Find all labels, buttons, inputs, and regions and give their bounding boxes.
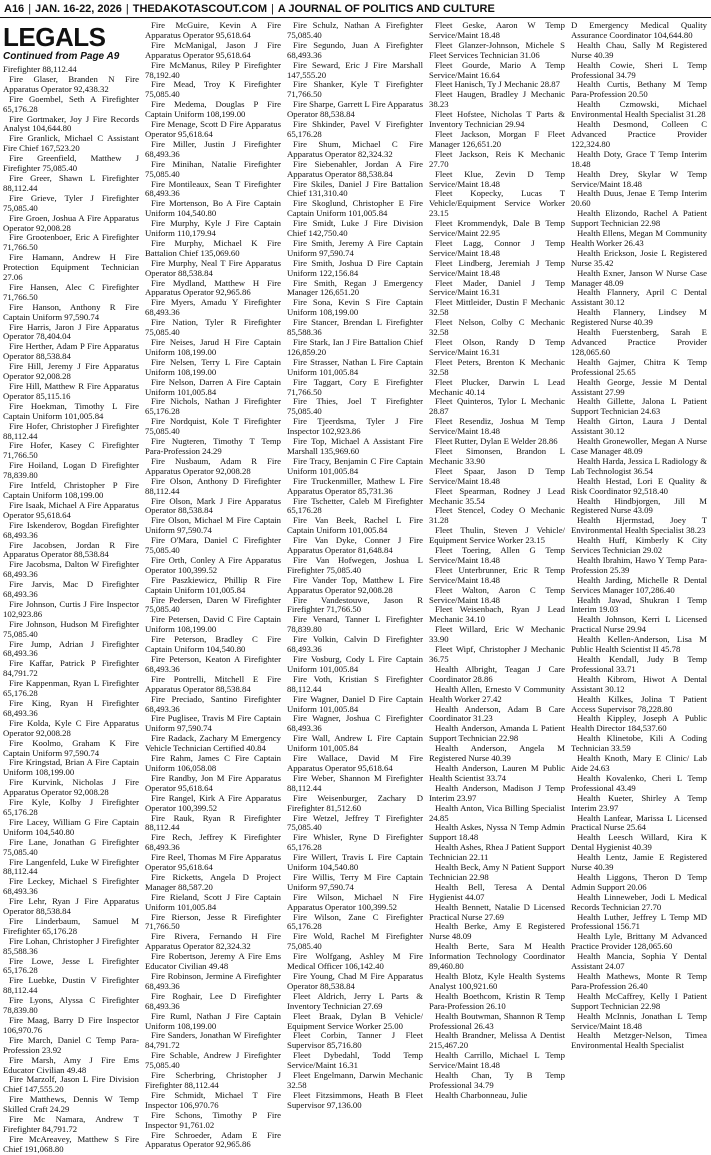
legal-entry: Health Boutwman, Shannon R Temp Professional 26.43: [429, 1010, 565, 1031]
legal-entry: Fire Shum, Michael C Fire Apparatus Operator 82,324.32: [287, 138, 423, 159]
legal-entry: Health Liggons, Theron D Temp Admin Support 20.06: [571, 871, 707, 892]
legal-entry: Fleet Rutter, Dylan E Welder 28.86: [435, 436, 558, 447]
legal-entry: Fire Hoiland, Logan D Firefighter 78,839.80: [3, 460, 139, 481]
legal-entry: Fire Groen, Joshua A Fire Apparatus Operator 92,008.28: [3, 212, 139, 233]
legal-entry: Fire Tjeerdsma, Tyler J Fire Inspector 102,923.86: [287, 416, 423, 437]
legal-entry: Fire Paszkiewicz, Phillip R Fire Captain Uniform 101,005.84: [145, 574, 281, 595]
legal-entry: Fleet Hofstee, Nicholas T Parts & Inventory Technician 29.94: [429, 109, 565, 130]
legal-entry: Health Curtis, Bethany M Temp Para-Profession 20.50: [571, 79, 707, 100]
legal-entry: Fleet Plucker, Darwin L Lead Mechanic 40.14: [429, 376, 565, 397]
legal-entry: Fleet Weisenbach, Ryan J Lead Mechanic 34.10: [429, 604, 565, 625]
legal-entry: Fleet Hanisch, Ty J Mechanic 28.87: [435, 79, 560, 90]
legal-entry: Fleet Glanzer-Johnson, Michele S Fleet Services Technician 31.06: [429, 39, 565, 60]
legal-entry: Fire Tschetter, Caleb M Firefighter 65,176.28: [287, 495, 423, 516]
legal-entry: Fire Robinson, Jermine A Firefighter 68,493.36: [145, 971, 281, 991]
legal-entry: Health Flannery, Lindsey M Registered Nurse 40.39: [571, 307, 707, 328]
legal-entry: Fire Hill, Jeremy J Fire Apparatus Operator 92,008.28: [3, 361, 139, 382]
legal-entry: Fire Stark, Ian J Fire Battalion Chief 126,859.20: [287, 337, 423, 357]
legal-entry: Fire Shanker, Kyle T Firefighter 71,766.50: [287, 79, 423, 100]
legal-entry: Fire Mortenson, Bo A Fire Captain Uniform 104,540.80: [145, 198, 281, 219]
legal-entry: Health Anderson, Madison J Temp Interim 23.97: [429, 782, 565, 803]
legal-entry: Fire Nelsen, Terry L Fire Captain Uniform 108,199.00: [145, 356, 281, 377]
legal-entry: Fire Venard, Tanner L Firefighter 78,839.80: [287, 614, 423, 635]
legal-entry: Fire Gortmaker, Joy J Fire Records Analyst 104,644.80: [3, 113, 139, 134]
legal-entry: Fire Jacobsma, Dalton W Firefighter 68,493.36: [3, 559, 139, 580]
legal-entry: Health Czmowski, Michael Environmental Health Specialist 31.28: [571, 99, 707, 120]
legal-entry: Health Elizondo, Rachel A Patient Support Technician 22.98: [571, 208, 707, 229]
legal-entry: Fire Smith, Regan J Emergency Manager 126,651.20: [287, 277, 423, 298]
legal-entry: Fire Scherbring, Christopher J Firefighter 88,112.44: [145, 1070, 281, 1090]
legal-entry: Fire Smith, Joshua D Fire Captain Uniform 122,156.84: [287, 257, 423, 278]
legal-entry: Fire Wolfgang, Ashley M Fire Medical Officer 106,142.40: [287, 951, 423, 972]
page-number: A16: [4, 2, 25, 15]
legal-entry: Health Knoth, Mary E Clinic/ Lab Aide 24.63: [571, 753, 707, 773]
legal-entry: Fire Nichols, Nathan J Firefighter 65,176.28: [145, 396, 281, 417]
legal-entry: Fire Rech, Jeffrey K Firefighter 68,493.36: [145, 832, 281, 853]
legal-entry: Fire Puglisee, Travis M Fire Captain Uniform 97,590.74: [145, 713, 281, 734]
legal-entry: Health Huff, Kimberly K City Services Technician 29.02: [571, 535, 707, 556]
legal-entry: Fleet Resendiz, Joshua M Temp Service/Maint 18.48: [429, 416, 565, 437]
legal-entry: Fleet Jackson, Morgan F Fleet Manager 126,651.20: [429, 128, 565, 149]
legal-entry: Health Berke, Amy E Registered Nurse 48.09: [429, 921, 565, 942]
legal-entry: Fire Strasser, Nathan L Fire Captain Uniform 101,005.84: [287, 356, 423, 377]
legal-entry: Fire Roghair, Lee D Firefighter 68,493.36: [145, 990, 281, 1011]
tagline: A JOURNAL OF POLITICS AND CULTURE: [277, 2, 495, 15]
legal-entry: Fire Smidt, Luke J Fire Division Chief 142,750.40: [287, 218, 423, 239]
legal-entry: Fire Medema, Douglas P Fire Captain Uniform 108,199.00: [145, 99, 281, 120]
legal-entry: Fleet Lagg, Connor J Temp Service/Maint 18.48: [429, 237, 565, 258]
legal-entry: Fleet Fitzsimmons, Heath B Fleet Supervisor 97,136.00: [287, 1089, 423, 1110]
legal-entry: Health Bell, Teresa A Dental Hygienist 44.07: [429, 881, 565, 902]
legal-entry: Fire March, Daniel C Temp Para-Profession 23.92: [3, 1034, 139, 1055]
legal-entry: Fire Rauk, Ryan R Firefighter 88,112.44: [145, 812, 281, 833]
legal-entry: Fire O'Mara, Daniel C Firefighter 75,085.40: [145, 535, 281, 556]
legal-entry: Fleet Spearman, Rodney J Lead Mechanic 35.54: [429, 485, 565, 506]
legal-entry: Health Charbonneau, Julie: [435, 1089, 528, 1100]
legal-entry: Fire Hansen, Alec C Firefighter 71,766.50: [3, 281, 139, 302]
legal-entry: Fire Olson, Anthony D Firefighter 88,112.44: [145, 475, 281, 496]
legal-entry: Health McCaffrey, Kelly I Patient Support Technician 22.98: [571, 990, 707, 1011]
legal-entry: Health Brandner, Melissa A Dentist 215,467.20: [429, 1030, 565, 1051]
legal-entry: Fire Mc Namara, Andrew T Firefighter 84,791.72: [3, 1114, 139, 1134]
legal-entry: Health Lentz, Jamie E Registered Nurse 40.39: [571, 852, 707, 873]
legal-entry: Fire Grootenboer, Eric A Firefighter 71,766.50: [3, 232, 139, 253]
legal-entry: Fire Hill, Matthew R Fire Apparatus Operator 85,115.16: [3, 381, 139, 401]
legal-entry: Fleet Thulin, Steven J Vehicle/ Equipment Service Worker 23.15: [429, 525, 565, 546]
legal-entry: Fire Radack, Zachary M Emergency Vehicle Technician Certified 40.84: [145, 733, 281, 754]
legal-entry: Fire Greenfield, Matthew J Firefighter 75,085.40: [3, 153, 139, 174]
legal-entry: Health Kibrom, Hiwot A Dental Assistant 30.12: [571, 673, 707, 694]
legal-entry: Fire Petersen, David C Fire Captain Uniform 108,199.00: [145, 614, 281, 635]
legal-entry: Fire Skoglund, Christopher E Fire Captain Uniform 101,005.84: [287, 198, 423, 219]
legal-entry: Fire Young, Chad M Fire Apparatus Operator 88,538.84: [287, 971, 423, 991]
legal-entry: Fire Segundo, Juan A Firefighter 68,493.36: [287, 39, 423, 60]
legal-entry: Fire Jarvis, Mac D Firefighter 68,493.36: [3, 579, 139, 600]
legal-entry: Fire Jump, Adrian J Firefighter 68,493.36: [3, 638, 139, 659]
column-4: [429, 20, 565, 1100]
legal-entry: Fire Top, Michael A Assistant Fire Marshall 135,969.60: [287, 436, 423, 456]
legal-entry: Fire Willis, Terry M Fire Captain Uniform 97,590.74: [287, 871, 423, 892]
legal-entry: Fire Volkin, Calvin D Firefighter 68,493.36: [287, 634, 423, 655]
legal-entry: Health Mancia, Sophia Y Dental Assistant 24.07: [571, 951, 707, 972]
legal-entry: Health Desmond, Colleen C Advanced Practice Provider 122,324.80: [571, 119, 707, 149]
legal-entry: Health Kovalenko, Cheri L Temp Professional 43.49: [571, 772, 707, 793]
legal-entry: Health Anderson, Angela M Registered Nurse 40.39: [429, 743, 565, 764]
legal-entry: Health Luther, Jeffrey L Temp MD Professional 156.71: [571, 911, 707, 932]
legal-entry: Fire Schulz, Nathan A Firefighter 75,085.40: [287, 20, 423, 40]
legal-entry: Fire Lehr, Ryan J Fire Apparatus Operator 88,538.84: [3, 896, 139, 917]
legal-entry: Health Drey, Skylar W Temp Service/Maint 18.48: [571, 168, 707, 189]
legal-entry: Fleet Corbin, Tanner J Fleet Supervisor 85,716.80: [287, 1030, 423, 1051]
issue-date: JAN. 16-22, 2026: [35, 2, 122, 15]
legal-entry: Fleet Kopecky, Lucas T Vehicle/Equipment Service Worker 23.15: [429, 188, 565, 219]
separator: |: [125, 2, 129, 15]
legal-entry: Fire Thies, Joel T Firefighter 75,085.40: [287, 396, 423, 417]
legal-entry: Fire Pontrelli, Mitchell E Fire Apparatus Operator 88,538.84: [145, 673, 281, 694]
legal-entry: Health Kueter, Shirley A Temp Interim 23.97: [571, 792, 707, 813]
legal-entry: Health Jarding, Michelle R Dental Services Manager 107,286.40: [571, 574, 707, 595]
legal-entry: Fire Langenfeld, Luke W Firefighter 88,112.44: [3, 856, 139, 877]
section-title: LEGALS: [3, 22, 106, 52]
legal-entry: Health Askes, Nyssa N Temp Admin Support 18.48: [429, 822, 565, 843]
legal-entry: Fire Schons, Timothy P Fire Inspector 91,761.02: [145, 1109, 281, 1130]
legal-entry: Fire Koolmo, Graham K Fire Captain Uniform 97,590.74: [3, 737, 139, 758]
legal-entry: Health Kellen-Anderson, Lisa M Public Health Scientist II 45.78: [571, 634, 707, 655]
legal-entry: Fire Van Dyke, Conner J Fire Apparatus Operator 81,648.84: [287, 535, 423, 556]
masthead: [0, 0, 711, 18]
legal-entry: Fire Mead, Troy K Firefighter 75,085.40: [145, 79, 281, 100]
legal-entry: Fire Kolda, Kyle C Fire Apparatus Operator 92,008.28: [3, 717, 139, 738]
legal-entry: Health Albright, Teagan J Care Coordinator 28.86: [429, 663, 565, 684]
legal-entry: Fire Van Beek, Rachel L Fire Captain Uniform 101,005.84: [287, 515, 423, 536]
legal-entry: Health Girton, Laura J Dental Assistant 30.12: [571, 416, 707, 437]
legal-entry: Fire Maag, Barry D Fire Inspector 106,970.76: [3, 1015, 139, 1035]
legal-entry: Fire Mydland, Matthew H Fire Apparatus Operator 92,965.86: [145, 277, 281, 298]
legal-entry: Fire Wilson, Michael N Fire Apparatus Operator 100,399.52: [287, 891, 423, 912]
legal-entry: Fire Kringstad, Brian A Fire Captain Uniform 108,199.00: [3, 757, 139, 778]
legal-entry: Fire Minihan, Natalie Firefighter 75,085.40: [145, 158, 281, 179]
legal-entry: Fire Rangel, Kirk A Fire Apparatus Operator 100,399.52: [145, 792, 281, 813]
separator: |: [270, 2, 274, 15]
legal-entry: Fleet Simonsen, Brandon L Mechanic 33.90: [429, 445, 565, 466]
legal-entry: Health Anton, Vica Billing Specialist 24.85: [429, 802, 565, 823]
legal-entry: Fire Murphy, Michael K Fire Battalion Chief 135,069.60: [145, 237, 281, 258]
legal-entry: Fire Grieve, Tyler J Firefighter 75,085.40: [3, 192, 139, 213]
legal-entry: Health Hjermstad, Joey T Environmental Health Specialist 38.23: [571, 515, 707, 536]
legal-entry: Health Leesch Willard, Kira K Dental Hygienist 40.39: [571, 832, 707, 853]
legal-entry: Fire Taggart, Cory E Firefighter 71,766.50: [287, 376, 423, 397]
legal-entry: Health Metzger-Nelson, Timea Environmental Health Specialist: [571, 1030, 707, 1051]
legal-entry: Fire Schmidt, Michael T Fire Inspector 106,970.76: [145, 1089, 281, 1110]
legal-entry: Fleet Nelson, Colby C Mechanic 32.58: [429, 317, 565, 338]
legal-entry: Fire Tracy, Benjamin C Fire Captain Uniform 101,005.84: [287, 455, 423, 476]
legal-entry: Health Beck, Amy N Patient Support Technician 22.98: [429, 862, 565, 882]
legal-entry: Fire Nordquist, Kole T Firefighter 75,085.40: [145, 416, 281, 437]
legal-entry: Fire Schroeder, Adam E Fire Apparatus Operator 92,965.86: [145, 1129, 281, 1150]
legal-entry: Fleet Lindberg, Jeremiah J Temp Service/Maint 18.48: [429, 257, 565, 278]
legal-entry: Health Carrillo, Michael L Temp Service/Maint 18.48: [429, 1050, 565, 1071]
legal-entry: Fire Kappenman, Ryan L Firefighter 65,176.28: [3, 678, 139, 699]
legal-entry: Fleet Stencel, Codey O Mechanic 31.28: [429, 505, 565, 526]
legal-entry: Fire Herther, Adam P Fire Apparatus Operator 88,538.84: [3, 341, 139, 362]
legal-entry: Fire Granlick, Michael C Assistant Fire Chief 167,523.20: [3, 133, 139, 154]
legal-entry: Fire McManigal, Jason J Fire Apparatus Operator 95,618.64: [145, 39, 281, 60]
legal-entry: Fleet Olson, Randy D Temp Service/Maint 16.31: [429, 337, 565, 357]
legal-entry: Fleet Walton, Aaron C Temp Service/Maint 18.48: [429, 584, 565, 605]
legal-entry: Fire Weber, Shannon M Firefighter 88,112.44: [287, 772, 423, 793]
legal-entry: Fire Willert, Travis L Fire Captain Uniform 104,540.80: [287, 852, 423, 873]
legal-entry: Health Gronewoller, Megan A Nurse Case Manager 48.09: [571, 436, 707, 456]
legal-entry: Fire Leckey, Michael S Firefighter 68,493.36: [3, 876, 139, 897]
legal-entry: Fire Wallace, David M Fire Apparatus Operator 95,618.64: [287, 753, 423, 773]
legal-entry: Fire Olson, Michael M Fire Captain Uniform 97,590.74: [145, 515, 281, 536]
legal-entry: Fire McAreavey, Matthew S Fire Chief 191,068.80: [3, 1133, 139, 1154]
legal-entry: Health Chan, Ty B Temp Professional 34.79: [429, 1070, 565, 1090]
legal-entry: Fire Kaffar, Patrick P Firefighter 84,791.72: [3, 658, 139, 679]
legal-entry: Fire Weisenburger, Zachary D Firefighter 81,512.60: [287, 792, 423, 813]
legal-entry: Fire Siebenahler, Jordan A Fire Apparatus Operator 88,538.84: [287, 158, 423, 179]
legal-entry: Fire Orth, Conley A Fire Apparatus Operator 100,399.52: [145, 554, 281, 575]
legal-entry: Fire Sanders, Jonathan W Firefighter 84,791.72: [145, 1030, 281, 1051]
legal-entry: Health Klinetobe, Kili A Coding Technician 33.59: [571, 733, 707, 754]
legal-entry: Health Johnson, Kerri L Licensed Practical Nurse 29.94: [571, 614, 707, 635]
legal-entry: Fire Rahm, James C Fire Captain Uniform 106,058.08: [145, 753, 281, 773]
legal-entry: Fire Hamann, Andrew H Fire Protection Equipment Technician 27.06: [3, 252, 139, 283]
legal-entry: Health Lanfear, Marissa L Licensed Practical Nurse 25.64: [571, 812, 707, 833]
legal-entry: Health Gillette, Jalona L Patient Support Technician 24.63: [571, 396, 707, 417]
legal-entry: Fire Wagner, Joshua C Firefighter 68,493.36: [287, 713, 423, 734]
legal-entry: Fire Hofer, Christopher J Firefighter 88,112.44: [3, 420, 139, 441]
legal-entry: Fire Sona, Kevin S Fire Captain Uniform 108,199.00: [287, 297, 423, 318]
legal-entry: Fire Johnson, Curtis J Fire Inspector 102,923.86: [3, 598, 139, 619]
legal-entry: Fleet Peters, Brenton K Mechanic 32.58: [429, 356, 565, 377]
legal-entry: Fire Lowe, Jesse L Firefighter 65,176.28: [3, 955, 139, 976]
legal-entry: Health Mathews, Monte R Temp Para-Profession 26.40: [571, 971, 707, 991]
legal-entry: Fire Kurvink, Nicholas J Fire Apparatus Operator 92,008.28: [3, 777, 139, 798]
legal-entry: Health Erickson, Josie L Registered Nurse 35.42: [571, 247, 707, 268]
legal-entry: Fire Sharpe, Garrett L Fire Apparatus Operator 88,538.84: [287, 99, 423, 120]
legal-entry: Fire Ruml, Nathan J Fire Captain Uniform 108,199.00: [145, 1010, 281, 1031]
legal-entry: Fire Vander Top, Matthew L Fire Apparatus Operator 92,008.28: [287, 574, 423, 595]
legal-entry: Health Allen, Ernesto V Community Health Worker 27.42: [429, 683, 565, 704]
legal-entry: Fire Montileaux, Sean T Firefighter 68,493.36: [145, 178, 281, 199]
legal-entry: Fire Wold, Rachel M Firefighter 75,085.40: [287, 931, 423, 952]
column-2: [145, 20, 281, 1150]
legal-entry: Health Cowie, Sheri L Temp Professional 34.79: [571, 59, 707, 80]
legal-entry: Fire Whisler, Ryne D Firefighter 65,176.28: [287, 832, 423, 853]
legal-entry: Fleet Gourde, Mario A Temp Service/Maint 16.64: [429, 59, 565, 80]
legal-entry: Fire Wetzel, Jeffrey T Firefighter 75,085.40: [287, 812, 423, 833]
column-3: [287, 20, 423, 1110]
legal-entry: Fire Hoekman, Timothy L Fire Captain Uniform 101,005.84: [3, 400, 139, 421]
legal-entry: Fire Iskenderov, Bogdan Firefighter 68,493.36: [3, 519, 139, 540]
legal-entry: Health Kilkes, Jolina T Patient Access Supervisor 78,228.80: [571, 693, 707, 714]
legal-entry: Health George, Jessie M Dental Assistant 27.99: [571, 376, 707, 397]
legal-entry: Fire Isaak, Michael A Fire Apparatus Operator 95,618.64: [3, 499, 139, 520]
legal-entry: Fire Myers, Amadu Y Firefighter 68,493.36: [145, 297, 281, 318]
legal-entry: Health Kippley, Joseph A Public Health Director 184,537.60: [571, 713, 707, 734]
legal-entry: Fire Kyle, Kolby J Firefighter 65,176.28: [3, 797, 139, 817]
legal-entry: Fire Hofer, Kasey C Firefighter 71,766.50: [3, 440, 139, 461]
legal-entry: Fire Luebke, Dustin V Firefighter 88,112.44: [3, 975, 139, 996]
legal-entry: Fleet Toering, Allen G Temp Service/Maint 18.48: [429, 545, 565, 565]
legal-entry: Fire Smith, Jeremy A Fire Captain Uniform 97,590.74: [287, 237, 423, 258]
legal-entry: Fire Menage, Scott D Fire Apparatus Operator 95,618.64: [145, 119, 281, 139]
legal-entry: Fire Matthews, Dennis W Temp Skilled Craft 24.29: [3, 1094, 139, 1115]
legal-entry: Fire Lacey, William G Fire Captain Uniform 104,540.80: [3, 816, 139, 837]
legal-entry: Health Ibrahim, Hawo Y Temp Para-Profession 25.39: [571, 554, 707, 575]
legal-entry: Fleet Quinteros, Tylor L Mechanic 28.87: [429, 396, 565, 417]
legal-entry: Health Chau, Sally M Registered Nurse 40.39: [571, 39, 707, 60]
legal-entry: Fire Linderbaum, Samuel M Firefighter 65,176.28: [3, 915, 139, 936]
legal-entry: Health Blotz, Kyle Health Systems Analyst 100,921.60: [429, 971, 565, 991]
legal-entry: Health Ashes, Rhea J Patient Support Technician 22.11: [429, 842, 565, 863]
column-5: [571, 21, 707, 1079]
legal-entry: Fire Pedersen, Daren W Firefighter 75,085.40: [145, 594, 281, 615]
legal-entry: Fire Stancer, Brendan L Firefighter 85,588.36: [287, 317, 423, 338]
legal-entry: Fire Nelson, Darren A Fire Captain Uniform 101,005.84: [145, 376, 281, 397]
legal-entry: Fire Schable, Andrew J Firefighter 75,085.40: [145, 1050, 281, 1071]
legal-entry: Fleet Engelmann, Darwin Mechanic 32.58: [287, 1070, 423, 1090]
legal-entry: Fire Marsh, Amy J Fire Ems Educator Civilian 49.48: [3, 1054, 139, 1075]
legal-entry: Fleet Unterbrunner, Eric R Temp Service/Maint 18.48: [429, 564, 565, 585]
legal-entry: Health Anderson, Lauren M Public Health Scientist 33.74: [429, 762, 565, 783]
legal-entry: Fleet Jackson, Reis K Mechanic 27.70: [429, 148, 565, 169]
legal-entry: Fire Jacobsen, Jordan R Fire Apparatus Operator 88,538.84: [3, 539, 139, 560]
column-1: [3, 21, 139, 1154]
legal-entry: D Emergency Medical Quality Assurance Coordinator 104,644.80: [571, 20, 707, 40]
legal-entry: Fleet Mittleider, Dustin F Mechanic 32.58: [429, 297, 565, 318]
legal-entry: Fire Intfeld, Christopher P Fire Captain Uniform 108,199.00: [3, 480, 139, 500]
legal-entry: Health Gajmer, Chitra K Temp Professional 25.65: [571, 356, 707, 377]
legal-entry: Health Hestad, Lori E Quality & Risk Coordinator 92,518.40: [571, 475, 707, 496]
legal-entry: Fleet Klue, Zevin D Temp Service/Maint 18.48: [429, 168, 565, 189]
legal-entry: Fire Peterson, Bradley C Fire Captain Uniform 104,540.80: [145, 634, 281, 655]
legal-entry: Fire Murphy, Kyle J Fire Captain Uniform 110,179.94: [145, 218, 281, 239]
legal-entry: Fire Preciado, Santino Firefighter 68,493.36: [145, 693, 281, 714]
legal-entry: Fire Rieland, Scott J Fire Captain Uniform 101,005.84: [145, 891, 281, 912]
legal-entry: Fleet Krommendyk, Dale B Temp Service/Maint 22.95: [429, 218, 565, 239]
legal-entry: Fire Peterson, Keaton A Firefighter 68,493.36: [145, 654, 281, 674]
legal-entry: Fire Harris, Jaron J Fire Apparatus Operator 78,404.04: [3, 321, 139, 342]
legal-entry: Health Duus, Jenae E Temp Interim 20.60: [571, 188, 707, 209]
legal-entry: Fire Olson, Mark J Fire Apparatus Operator 88,538.84: [145, 495, 281, 516]
legal-entry: Fleet Aldrich, Jerry L Parts & Inventory Technician 27.69: [287, 990, 423, 1011]
legal-entry: Fire Robertson, Jeremy A Fire Ems Educator Civilian 49.48: [145, 951, 281, 972]
continued-note: Continued from Page A9: [3, 51, 120, 62]
legal-entry: Fire Rierson, Jesse R Firefighter 71,766.50: [145, 911, 281, 932]
legal-entry: Fire Skiles, Daniel J Fire Battalion Chief 131,310.40: [287, 178, 423, 199]
legal-entry: Fleet Braak, Dylan B Vehicle/ Equipment Service Worker 25.00: [287, 1010, 423, 1031]
legal-entry: Fire Wagner, Daniel D Fire Captain Uniform 101,005.84: [287, 693, 423, 714]
legals-columns: [0, 18, 711, 1154]
legal-entry: Fire Van Hofwegen, Joshua L Firefighter 75,085.40: [287, 554, 423, 575]
legal-entry: Fire Lohan, Christopher J Firefighter 85,588.36: [3, 935, 139, 956]
legal-entry: Health Exner, Janson W Nurse Case Manager 48.09: [571, 267, 707, 288]
legal-entry: Fire Seward, Eric J Fire Marshall 147,555.20: [287, 59, 423, 80]
legal-entry: Health Anderson, Adam B Care Coordinator 31.23: [429, 703, 565, 724]
legal-entry: Health Harda, Jessica L Radiology & Lab Technologist 36.54: [571, 455, 707, 476]
legal-entry: Fire Goembel, Seth A Firefighter 65,176.28: [3, 93, 139, 114]
legal-entry: Fire Murphy, Neal T Fire Apparatus Operator 88,538.84: [145, 257, 281, 278]
legal-entry: Fire Miller, Justin J Firefighter 68,493.36: [145, 138, 281, 159]
legal-entry: Fire Vosburg, Cody L Fire Captain Uniform 101,005.84: [287, 654, 423, 674]
legal-entry: Health Bennett, Natalie D Licensed Practical Nurse 27.69: [429, 901, 565, 922]
legal-entry: Fleet Mader, Daniel J Temp Service/Maint 16.31: [429, 277, 565, 298]
legal-entry: Health Lyle, Brittany M Advanced Practice Provider 128,065.60: [571, 931, 707, 952]
legal-entry: Fleet Dybedahl, Todd Temp Service/Maint 16.31: [287, 1050, 423, 1071]
legal-entry: Fire Hanson, Anthony R Fire Captain Uniform 97,590.74: [3, 301, 139, 322]
legal-entry: Fire Lane, Jonathan G Firefighter 75,085.40: [3, 836, 139, 857]
legal-entry: Fire Vandestouwe, Jason R Firefighter 71,766.50: [287, 594, 423, 615]
legal-entry: Fire Nusbaum, Adam R Fire Apparatus Operator 92,008.28: [145, 455, 281, 476]
legal-entry: Health Anderson, Amanda L Patient Support Technician 22.98: [429, 723, 565, 744]
legal-entry: Health Jawad, Shukran I Temp Interim 19.03: [571, 594, 707, 615]
legal-entry: Health Linneweber, Jodi L Medical Records Technician 27.70: [571, 891, 707, 912]
legal-entry: Fleet Spaar, Jason D Temp Service/Maint 18.48: [429, 465, 565, 486]
legal-entry: Fire McGuire, Kevin A Fire Apparatus Operator 95,618.64: [145, 20, 281, 40]
legal-entry: Fire Nugteren, Timothy T Temp Para-Profession 24.29: [145, 436, 281, 456]
legal-entry: Fire Lyons, Alyssa C Firefighter 78,839.80: [3, 995, 139, 1016]
legal-entry: Fire Shkinder, Pavel V Firefighter 65,176.28: [287, 119, 423, 139]
separator: |: [28, 2, 32, 15]
legal-entry: Fleet Geske, Aaron W Temp Service/Maint 18.48: [429, 20, 565, 40]
legal-entry: Health Flannery, April C Dental Assistant 30.12: [571, 287, 707, 308]
site-name[interactable]: THEDAKOTASCOUT.COM: [132, 2, 267, 15]
legal-entry: Firefighter 88,112.44: [3, 64, 77, 74]
legal-entry: Fire Glaser, Branden N Fire Apparatus Operator 92,438.32: [3, 73, 139, 94]
legal-entry: Fire Rivera, Fernando H Fire Apparatus Operator 82,324.32: [145, 931, 281, 952]
legal-entry: Fleet Haugen, Bradley J Mechanic 38.23: [429, 89, 565, 110]
legal-entry: Fire Wilson, Zane C Firefighter 65,176.28: [287, 911, 423, 932]
legal-entry: Fire Johnson, Hudson M Firefighter 75,085.40: [3, 618, 139, 639]
legal-entry: Health Kendall, Judy B Temp Professional 33.71: [571, 654, 707, 674]
legal-entry: Fire Randby, Jon M Fire Apparatus Operator 95,618.64: [145, 772, 281, 793]
legal-entry: Fire Marzolf, Jason L Fire Division Chief 147,555.20: [3, 1074, 139, 1095]
legal-entry: Fleet Willard, Eric W Mechanic 33.90: [429, 624, 565, 645]
legal-entry: Fire Reel, Thomas M Fire Apparatus Operator 95,618.64: [145, 852, 281, 873]
legal-entry: Fire Nation, Tyler R Firefighter 75,085.40: [145, 317, 281, 338]
legal-entry: Fire Greer, Shawn L Firefighter 88,112.44: [3, 172, 139, 193]
legal-entry: Health Berte, Sara M Health Information Technology Coordinator 89,460.80: [429, 941, 565, 972]
legal-entry: Health Ellens, Megan M Community Health Worker 26.43: [571, 228, 707, 248]
legal-entry: Fire Truckenmiller, Mathew L Fire Apparatus Operator 85,731.36: [287, 475, 423, 496]
legal-entry: Fire Neises, Jarud H Fire Captain Uniform 108,199.00: [145, 337, 281, 357]
legal-entry: Health Boethcom, Kristin R Temp Para-Profession 26.10: [429, 990, 565, 1011]
legal-entry: Fire Voth, Kristian S Firefighter 88,112.44: [287, 673, 423, 694]
legal-entry: Fire Wall, Andrew L Fire Captain Uniform 101,005.84: [287, 733, 423, 754]
legal-entry: Health Doty, Grace T Temp Interim 18.48: [571, 148, 707, 169]
legal-entry: Fire McManus, Riley P Firefighter 78,192.40: [145, 59, 281, 80]
legal-entry: Fire King, Ryan H Firefighter 68,493.36: [3, 698, 139, 718]
legal-entry: Health Hindbjorgen, Jill M Registered Nurse 43.09: [571, 495, 707, 516]
legal-entry: Fleet Wipf, Christopher J Mechanic 36.75: [429, 644, 565, 664]
legal-entry: Health Fuerstenberg, Sarah E Advanced Practice Provider 128,065.60: [571, 327, 707, 357]
legal-entry: Fire Ricketts, Angela D Project Manager 88,587.20: [145, 871, 281, 892]
legal-entry: Health McInnis, Jonathan L Temp Service/Maint 18.48: [571, 1010, 707, 1031]
